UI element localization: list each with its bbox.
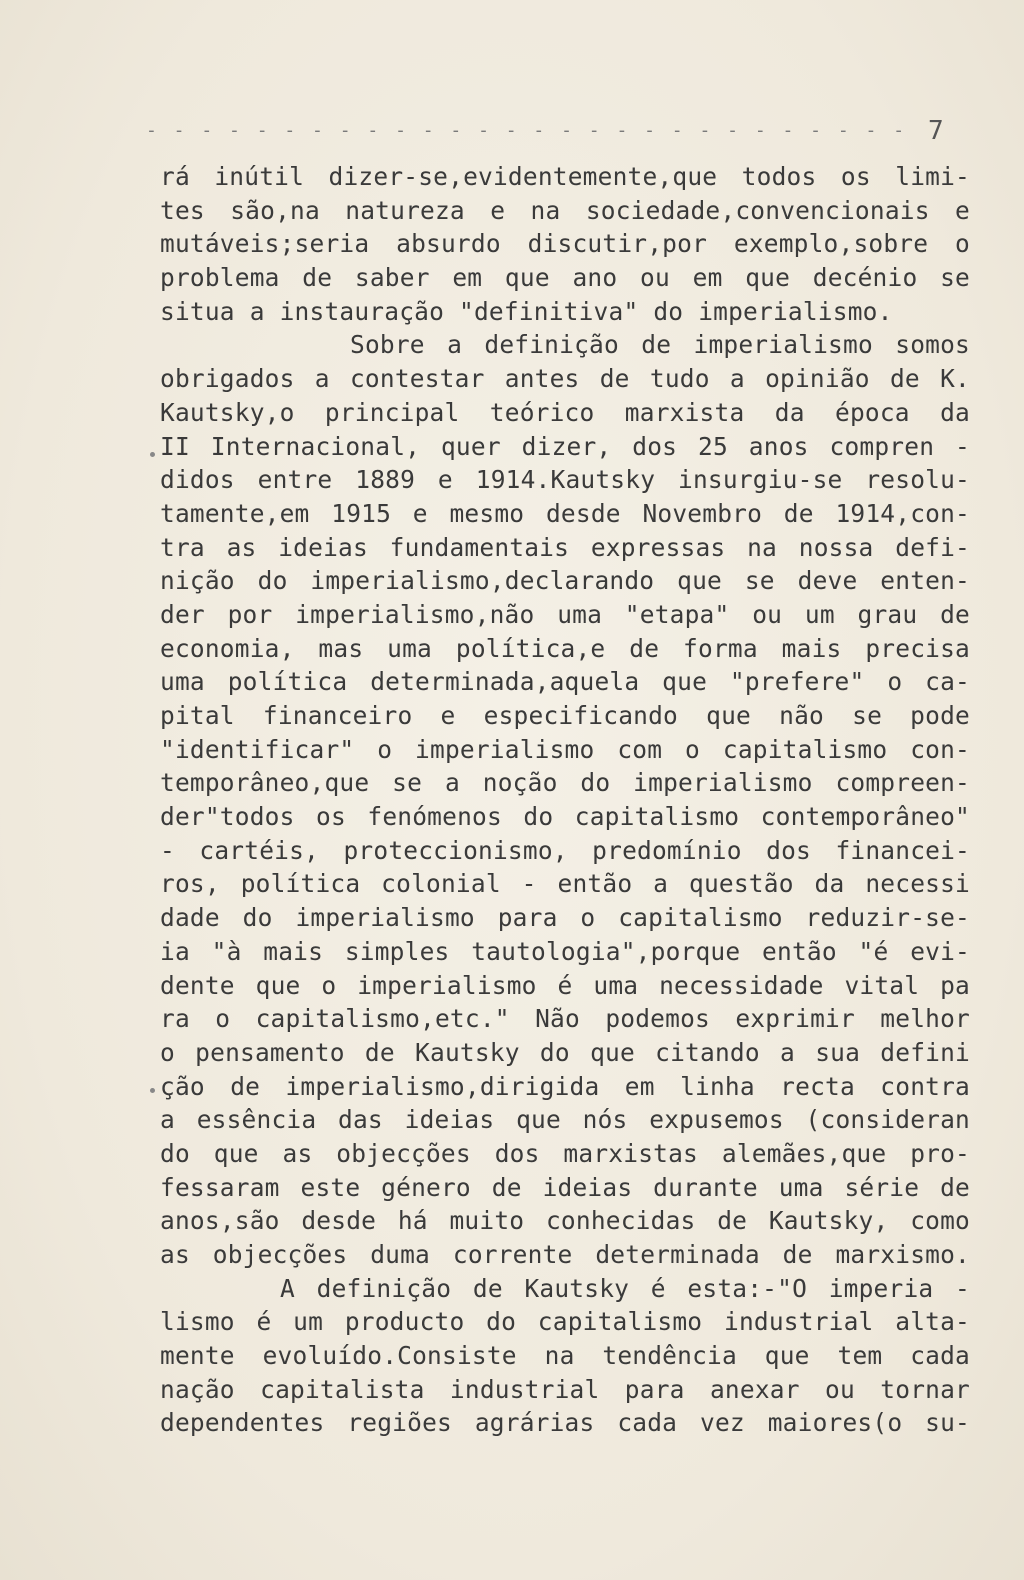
text-line: a essência das ideias que nós expusemos (consideran	[160, 1105, 970, 1135]
text-line: dente que o imperialismo é uma necessidade vital pa	[160, 970, 970, 1000]
text-line: - cartéis, proteccionismo, predomínio dos financei-	[160, 835, 970, 865]
text-line: pital financeiro e especificando que não se pode	[160, 701, 970, 730]
text-line: Sobre a definição de imperialismo somos	[350, 330, 970, 360]
text-line: ia "à mais simples tautologia",porque então "é evi-	[160, 936, 970, 966]
text-line: tes são,na natureza e na sociedade,convencionais e	[160, 195, 970, 225]
text-line: temporâneo,que se a noção do imperialismo compreen-	[160, 768, 970, 798]
text-line: ra o capitalismo,etc." Não podemos exprimir melhor	[160, 1004, 970, 1034]
text-line: obrigados a contestar antes de tudo a opinião de K.	[160, 364, 970, 394]
text-line: A definição de Kautsky é esta:-"O imperia -	[280, 1273, 970, 1303]
text-line: ção de imperialismo,dirigida em linha recta contra	[160, 1071, 970, 1101]
header-dashed-rule: - - - - - - - - - - - - - - - - - - - - - - - - - - - -	[146, 120, 908, 140]
text-line: fessaram este género de ideias durante uma série de	[160, 1172, 970, 1202]
text-line: mente evoluído.Consiste na tendência que tem cada	[160, 1341, 970, 1371]
text-line: der"todos os fenómenos do capitalismo contemporâneo"	[160, 802, 970, 832]
text-line: dependentes regiões agrárias cada vez maiores(o su-	[160, 1408, 970, 1438]
text-line: uma política determinada,aquela que "prefere" o ca-	[160, 667, 970, 697]
page-number: 7	[928, 116, 944, 146]
text-line: as objecções duma corrente determinada de marxismo.	[160, 1240, 970, 1269]
text-line: lismo é um producto do capitalismo industrial alta-	[160, 1307, 970, 1337]
text-line: economia, mas uma política,e de forma mais precisa	[160, 633, 970, 663]
text-line: tra as ideias fundamentais expressas na nossa defi-	[160, 532, 970, 562]
margin-mark-dot	[150, 1088, 155, 1093]
text-line: II Internacional, quer dizer, dos 25 anos compren -	[160, 431, 970, 461]
text-line: nação capitalista industrial para anexar ou tornar	[160, 1374, 970, 1404]
text-line: anos,são desde há muito conhecidas de Kautsky, como	[160, 1206, 970, 1236]
text-line: Kautsky,o principal teórico marxista da época da	[160, 397, 970, 427]
text-line: mutáveis;seria absurdo discutir,por exemplo,sobre o	[160, 229, 970, 259]
text-line: rá inútil dizer-se,evidentemente,que todos os limi-	[160, 162, 970, 191]
text-line: dade do imperialismo para o capitalismo reduzir-se-	[160, 903, 970, 933]
text-line: do que as objecções dos marxistas alemães,que pro-	[160, 1138, 970, 1168]
text-line: nição do imperialismo,declarando que se deve enten-	[160, 566, 970, 596]
text-line: didos entre 1889 e 1914.Kautsky insurgiu-se resolu-	[160, 465, 970, 495]
text-line: problema de saber em que ano ou em que decénio se	[160, 263, 970, 293]
body-text	[160, 160, 970, 1440]
text-line: der por imperialismo,não uma "etapa" ou um grau de	[160, 599, 970, 629]
text-line: tamente,em 1915 e mesmo desde Novembro de 1914,con-	[160, 498, 970, 528]
text-line: o pensamento de Kautsky do que citando a sua defini	[160, 1037, 970, 1067]
text-line: situa a instauração "definitiva" do imperialismo.	[160, 296, 893, 326]
text-line: "identificar" o imperialismo com o capitalismo con-	[160, 734, 970, 764]
margin-mark-dot	[150, 452, 155, 457]
text-line: ros, política colonial - então a questão da necessi	[160, 869, 970, 899]
